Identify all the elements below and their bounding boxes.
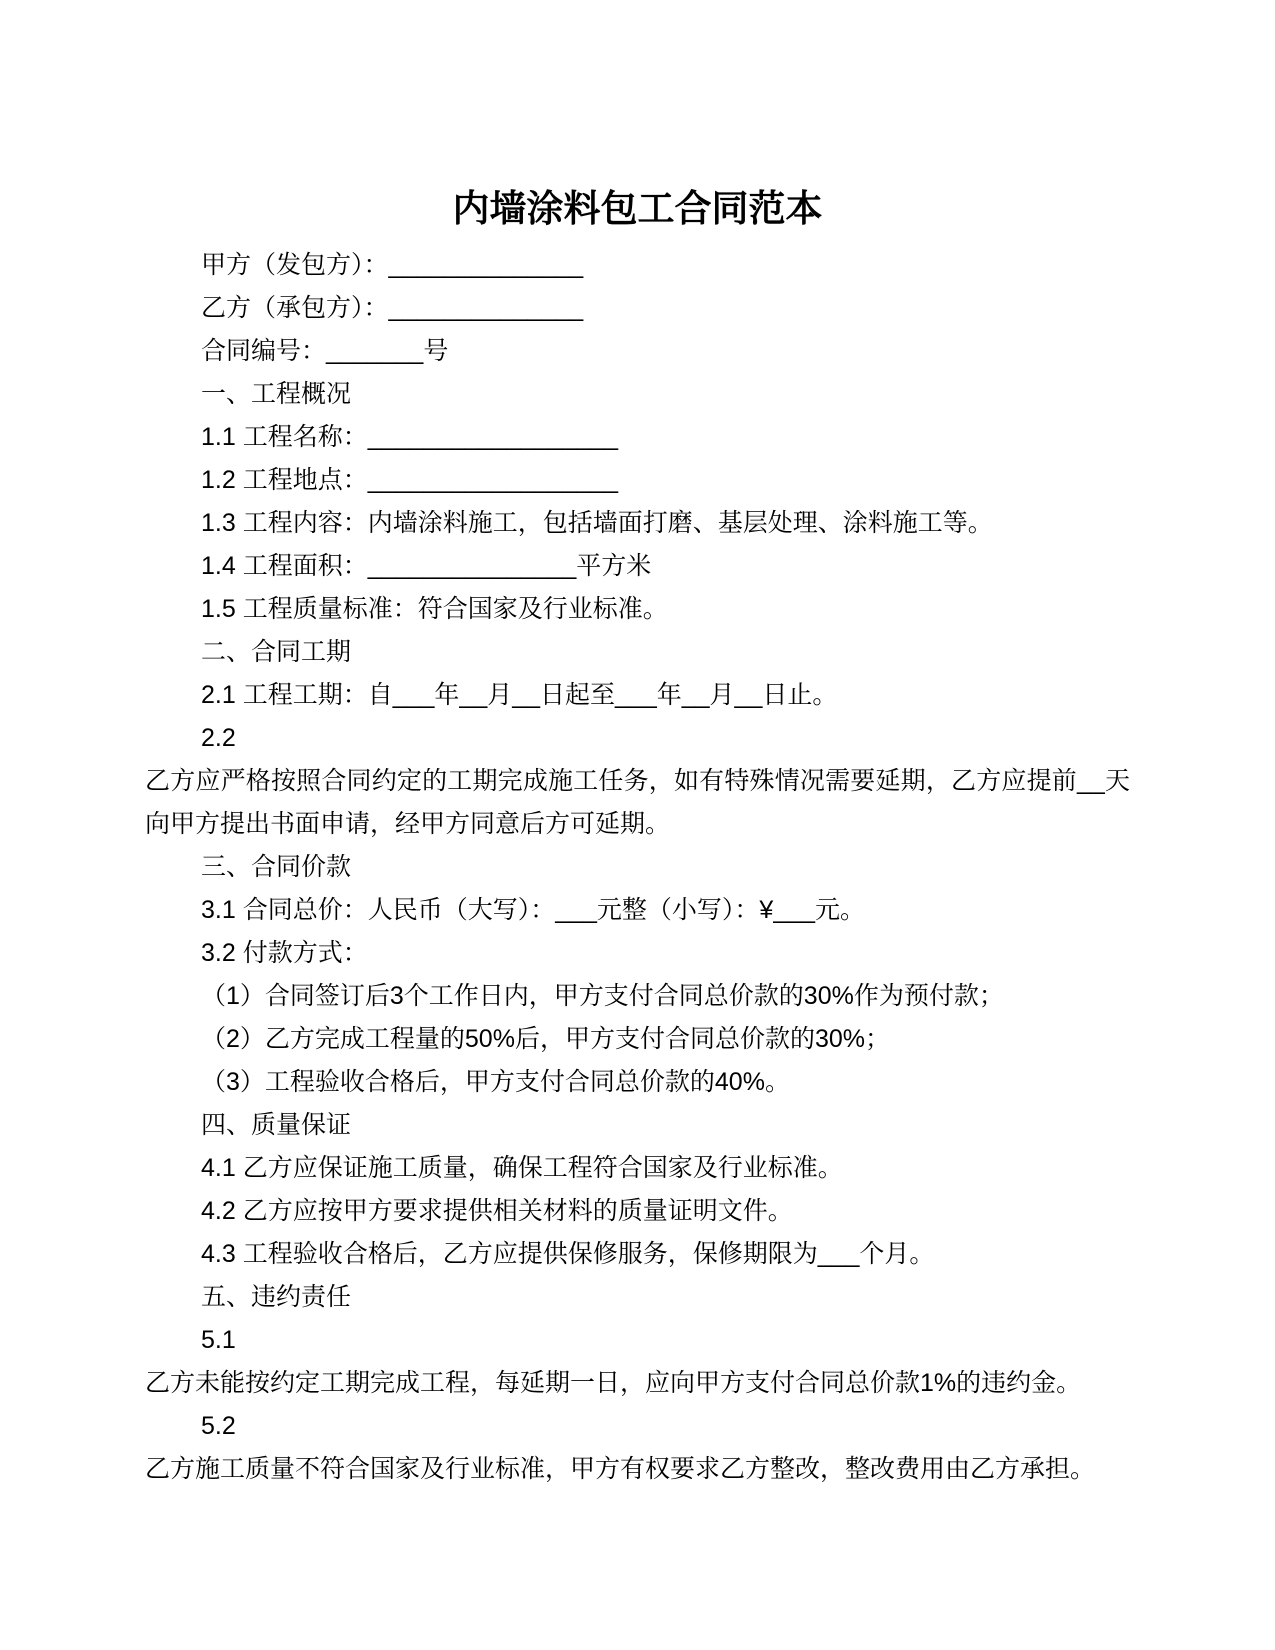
clause-1-5: 1.5 工程质量标准：符合国家及行业标准。 [201, 595, 668, 623]
clause-4-3: 4.3 工程验收合格后，乙方应提供保修服务，保修期限为___个月。 [201, 1240, 935, 1268]
clause-2-2-number: 2.2 [201, 724, 236, 752]
clause-5-2-number: 5.2 [201, 1412, 236, 1440]
payment-item-3: （3）工程验收合格后，甲方支付合同总价款的40%。 [201, 1068, 790, 1096]
clause-5-1-number: 5.1 [201, 1326, 236, 1354]
section-4-heading: 四、质量保证 [201, 1111, 352, 1139]
party-a-line: 甲方（发包方）：______________ [201, 251, 584, 279]
clause-2-2-text: 乙方应严格按照合同约定的工期完成施工任务，如有特殊情况需要延期，乙方应提前__天向甲方提出书面申请，经甲方同意后方可延期。 [145, 767, 1130, 838]
section-1-heading: 一、工程概况 [201, 380, 352, 408]
party-b-line: 乙方（承包方）：______________ [201, 294, 584, 322]
clause-1-4: 1.4 工程面积：_______________平方米 [201, 552, 652, 580]
document-body [145, 186, 1130, 1491]
clause-3-2: 3.2 付款方式： [201, 939, 368, 967]
payment-item-2: （2）乙方完成工程量的50%后，甲方支付合同总价款的30%； [201, 1025, 890, 1053]
clause-1-2: 1.2 工程地点：__________________ [201, 466, 618, 494]
section-2-heading: 二、合同工期 [201, 638, 352, 666]
clause-3-1: 3.1 合同总价：人民币（大写）：___元整（小写）：¥___元。 [201, 896, 866, 924]
clause-5-1-text: 乙方未能按约定工期完成工程，每延期一日，应向甲方支付合同总价款1%的违约金。 [145, 1369, 1082, 1397]
clause-4-2: 4.2 乙方应按甲方要求提供相关材料的质量证明文件。 [201, 1197, 793, 1225]
section-5-heading: 五、违约责任 [201, 1283, 352, 1311]
clause-1-1: 1.1 工程名称：__________________ [201, 423, 618, 451]
section-3-heading: 三、合同价款 [201, 853, 352, 881]
document-title: 内墙涂料包工合同范本 [452, 188, 823, 229]
clause-5-2-text: 乙方施工质量不符合国家及行业标准，甲方有权要求乙方整改，整改费用由乙方承担。 [145, 1455, 1096, 1483]
clause-2-1: 2.1 工程工期：自___年__月__日起至___年__月__日止。 [201, 681, 838, 709]
payment-item-1: （1）合同签订后3个工作日内，甲方支付合同总价款的30%作为预付款； [201, 982, 1004, 1010]
clause-4-1: 4.1 乙方应保证施工质量，确保工程符合国家及行业标准。 [201, 1154, 843, 1182]
clause-1-3: 1.3 工程内容：内墙涂料施工，包括墙面打磨、基层处理、涂料施工等。 [201, 509, 993, 537]
contract-number-line: 合同编号：_______号 [201, 337, 449, 365]
